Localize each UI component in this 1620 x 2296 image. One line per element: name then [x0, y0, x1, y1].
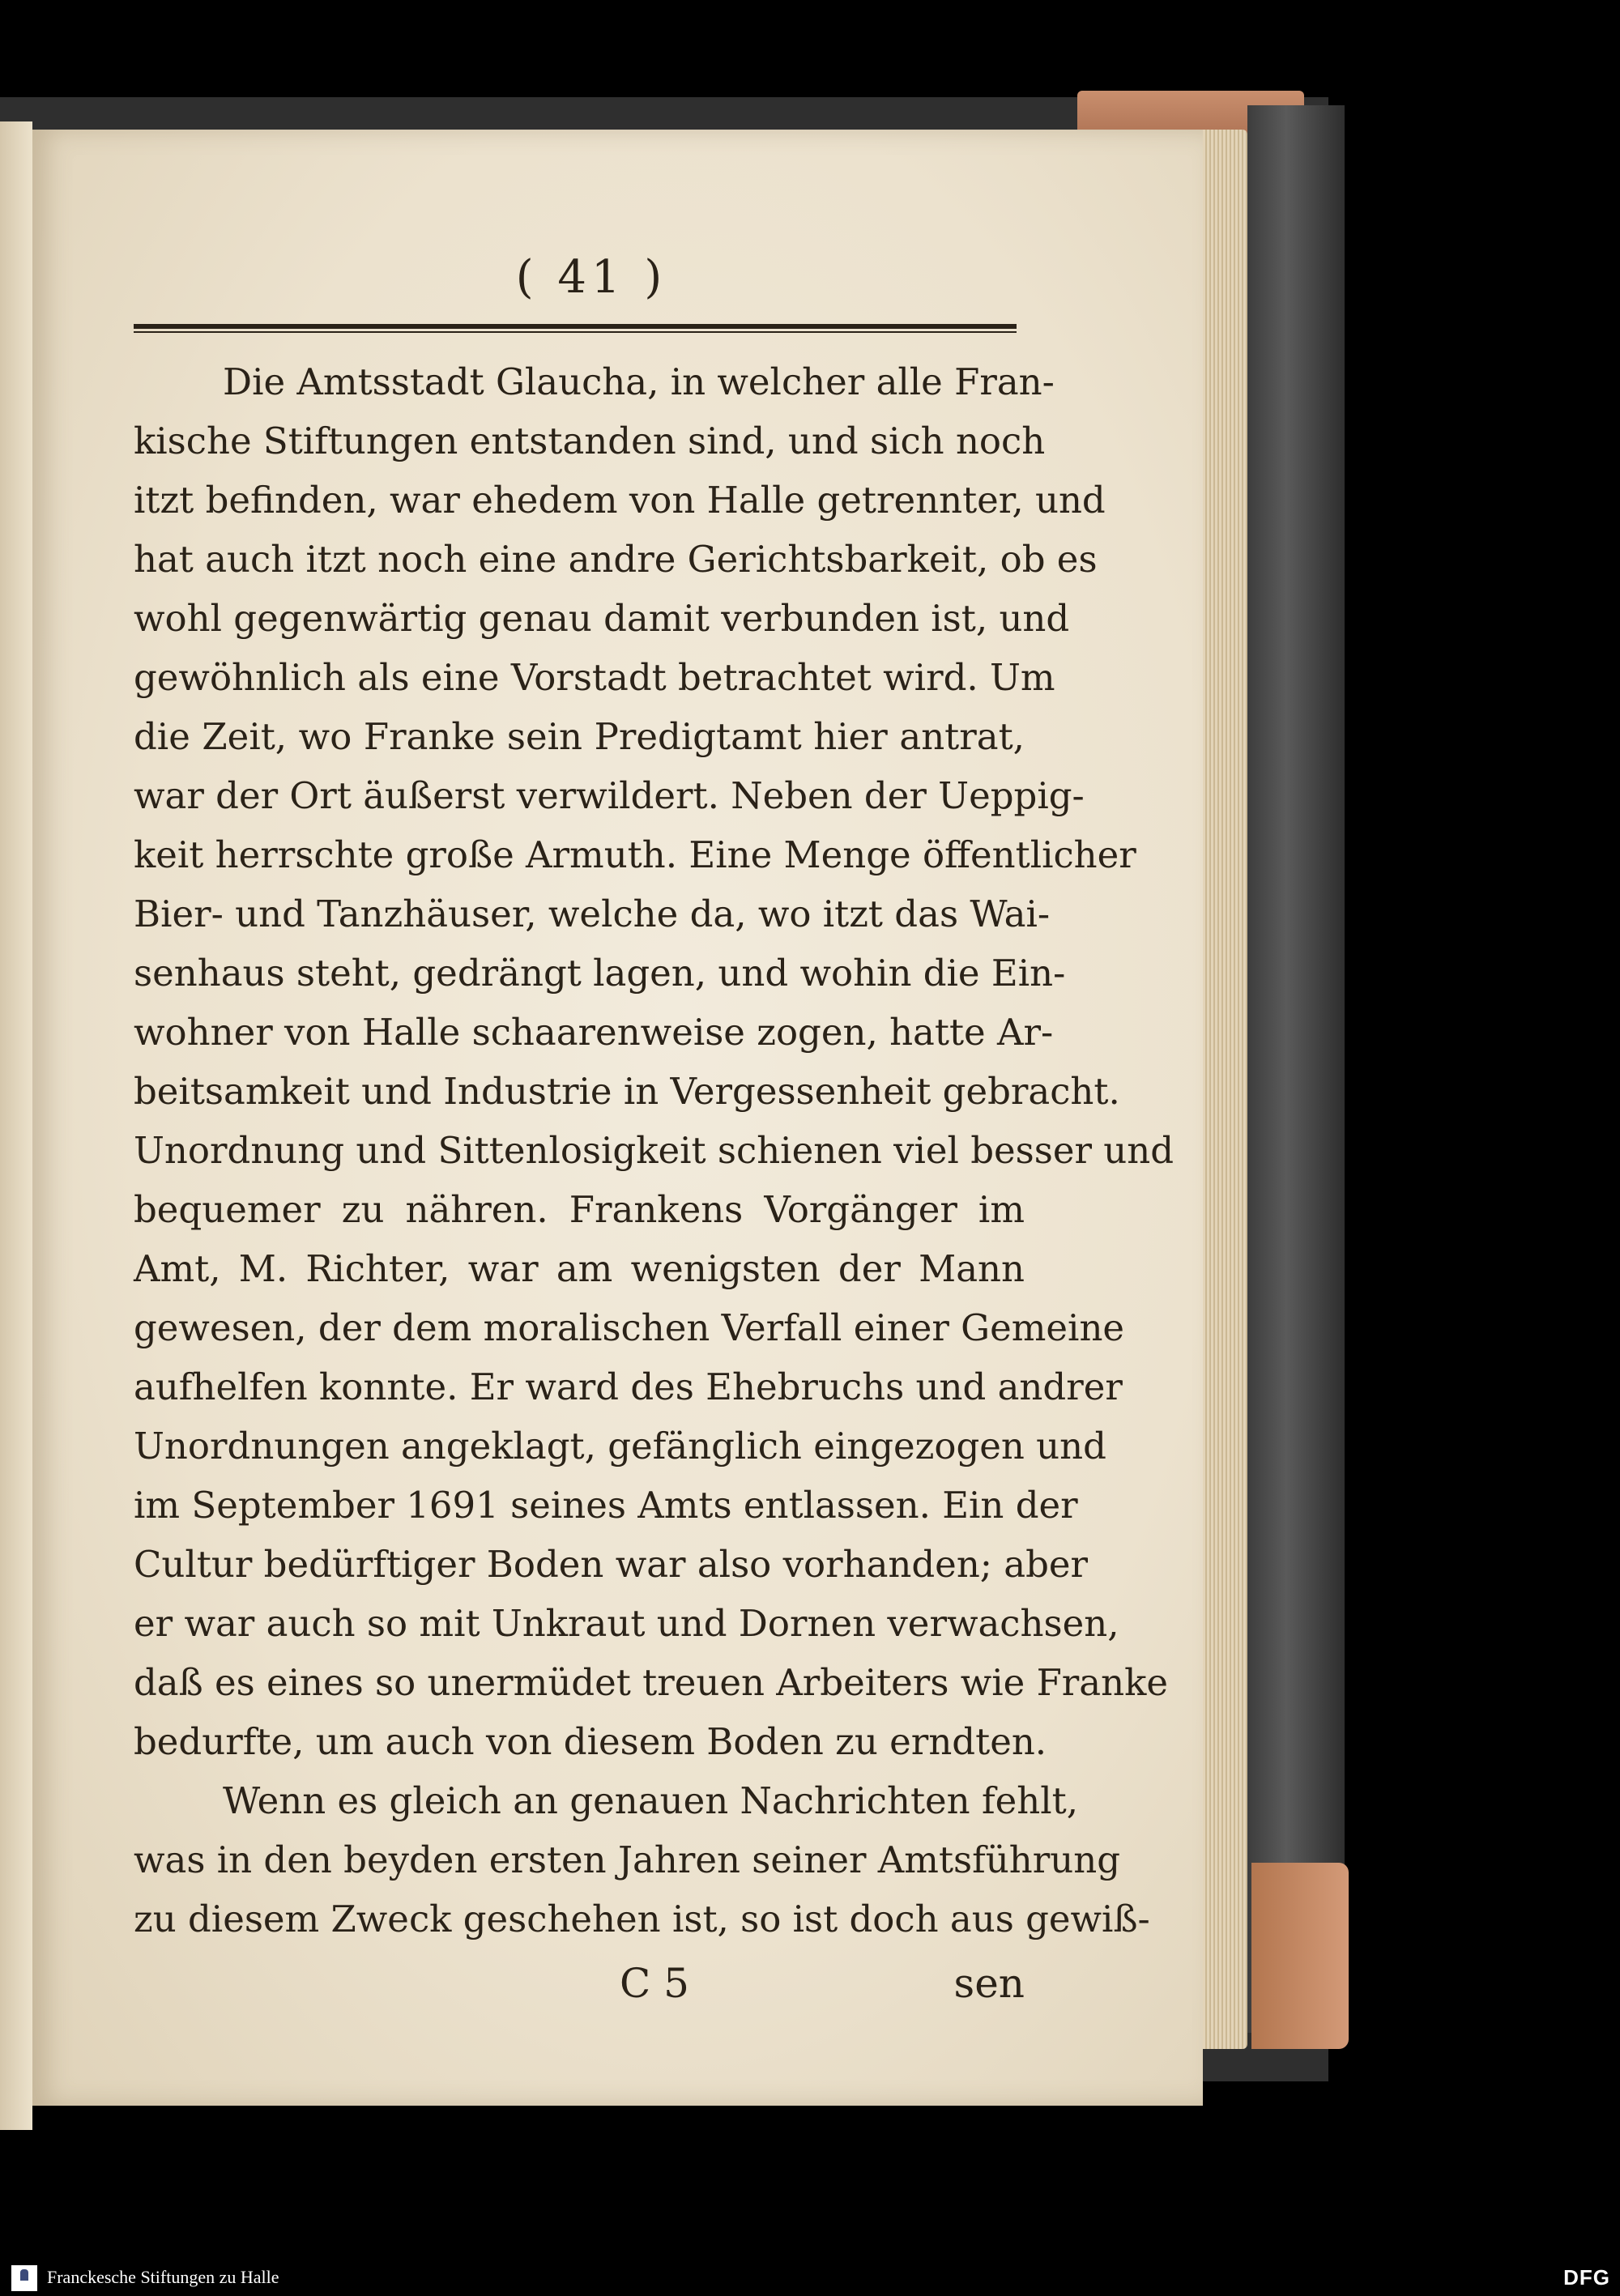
- institution-name: Franckesche Stiftungen zu Halle: [47, 2267, 279, 2287]
- book-page: [32, 130, 1203, 2106]
- text-line: Cultur bedürftiger Boden war also vorhanden; aber: [134, 1543, 1089, 1586]
- text-line: Die Amtsstadt Glaucha, in welcher alle Fran-: [223, 360, 1055, 403]
- text-line: kische Stiftungen entstanden sind, und sich noch: [134, 420, 1046, 462]
- footer-bar: [0, 2260, 1620, 2296]
- dfg-badge: DFG: [1563, 2265, 1610, 2290]
- text-line: war der Ort äußerst verwildert. Neben der Ueppig-: [134, 774, 1085, 817]
- text-line: bequemer zu nähren. Frankens Vorgänger im: [134, 1188, 1025, 1231]
- text-line: er war auch so mit Unkraut und Dornen verwachsen,: [134, 1602, 1119, 1645]
- text-line: wohner von Halle schaarenweise zogen, hatte Ar-: [134, 1011, 1054, 1054]
- text-line: bedurfte, um auch von diesem Boden zu erndten.: [134, 1720, 1047, 1763]
- text-line: was in den beyden ersten Jahren seiner Amtsführung: [134, 1838, 1121, 1881]
- text-line: Unordnungen angeklagt, gefänglich eingezogen und: [134, 1425, 1106, 1467]
- text-line: Amt, M. Richter, war am wenigsten der Mann: [134, 1247, 1025, 1290]
- text-line: gewöhnlich als eine Vorstadt betrachtet wird. Um: [134, 656, 1055, 699]
- text-line: die Zeit, wo Franke sein Predigtamt hier antrat,: [134, 715, 1025, 758]
- text-line: wohl gegenwärtig genau damit verbunden ist, und: [134, 597, 1070, 640]
- text-line: itzt befinden, war ehedem von Halle getrennter, und: [134, 479, 1106, 522]
- text-line: zu diesem Zweck geschehen ist, so ist doch aus gewiß-: [134, 1898, 1150, 1940]
- text-line: hat auch itzt noch eine andre Gerichtsbarkeit, ob es: [134, 538, 1098, 581]
- page-number: ( 41 ): [515, 251, 667, 304]
- leather-corner-bottom: [1251, 1863, 1349, 2049]
- header-rule: [134, 324, 1017, 333]
- text-line: beitsamkeit und Industrie in Vergessenheit gebracht.: [134, 1070, 1120, 1113]
- text-line: gewesen, der dem moralischen Verfall einer Gemeine: [134, 1306, 1125, 1349]
- page-footer-marks: [134, 1960, 1025, 2017]
- text-line: keit herrschte große Armuth. Eine Menge öffentlicher: [134, 833, 1136, 876]
- book-board-right: [1247, 105, 1345, 2033]
- catchword: sen: [953, 1960, 1025, 2007]
- text-line: aufhelfen konnte. Er ward des Ehebruchs und andrer: [134, 1365, 1123, 1408]
- text-line: senhaus steht, gedrängt lagen, und wohin die Ein-: [134, 952, 1066, 995]
- page-text: [134, 352, 1174, 1949]
- text-line: Wenn es gleich an genauen Nachrichten fehlt,: [223, 1779, 1079, 1822]
- signature-mark: C 5: [620, 1960, 689, 2007]
- text-line: Unordnung und Sittenlosigkeit schienen viel besser und: [134, 1129, 1174, 1172]
- text-line: im September 1691 seines Amts entlassen. Ein der: [134, 1484, 1078, 1527]
- text-line: daß es eines so unermüdet treuen Arbeiters wie Franke: [134, 1661, 1169, 1704]
- left-page-edge: [0, 121, 32, 2130]
- page-edges: [1199, 130, 1247, 2049]
- institution-logo-icon: [11, 2265, 37, 2291]
- text-line: Bier- und Tanzhäuser, welche da, wo itzt das Wai-: [134, 892, 1051, 935]
